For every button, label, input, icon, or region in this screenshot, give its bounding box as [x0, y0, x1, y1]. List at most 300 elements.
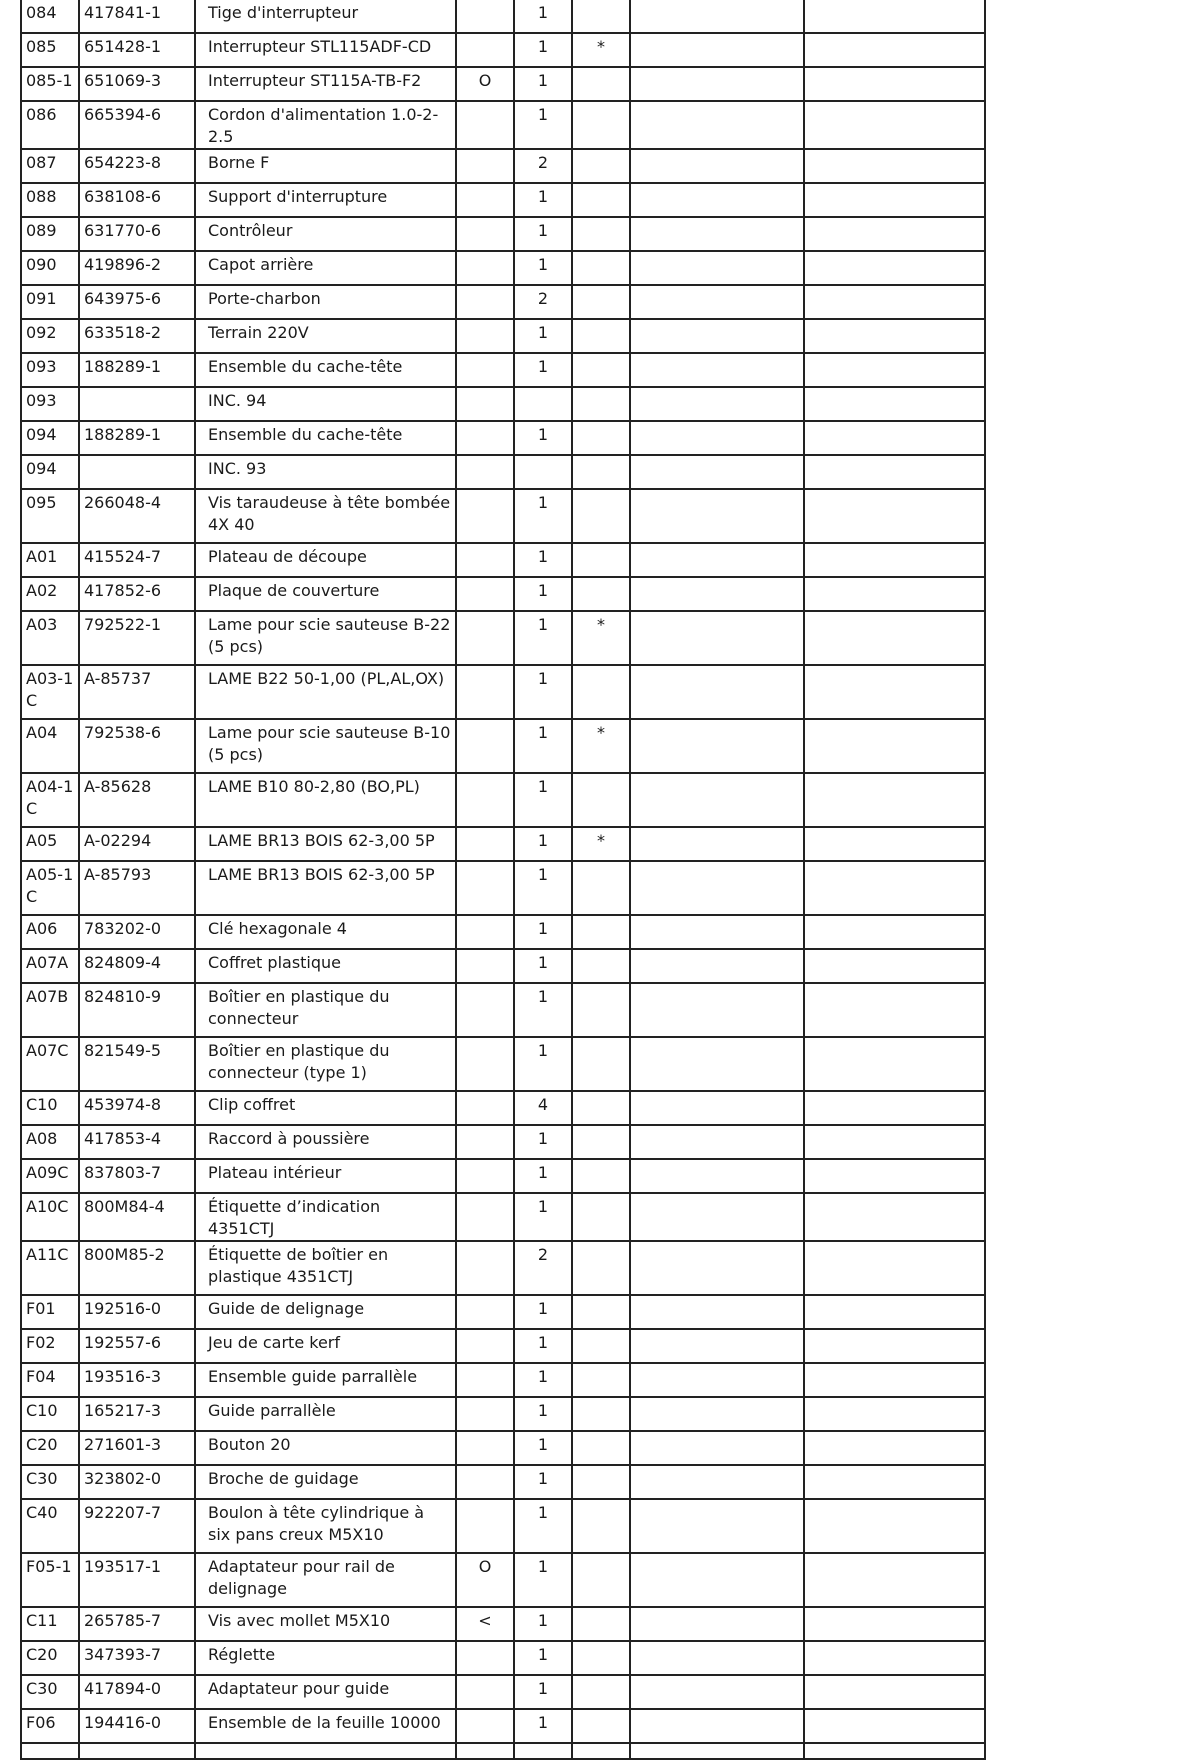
description-cell: Interrupteur ST115A-TB-F2: [195, 67, 456, 101]
quantity-cell: 4: [514, 1091, 572, 1125]
quantity-cell: 1: [514, 489, 572, 543]
item-number-cell: 087: [21, 149, 79, 183]
table-row: [21, 915, 985, 949]
table-row: [21, 251, 985, 285]
part-number-cell: 193517-1: [79, 1553, 195, 1607]
item-number-cell: A01: [21, 543, 79, 577]
table-row: [21, 1465, 985, 1499]
empty-cell: [804, 577, 985, 611]
note-cell: [572, 1641, 630, 1675]
table-row: [21, 1397, 985, 1431]
empty-cell: [630, 665, 804, 719]
part-number-cell: 419896-2: [79, 251, 195, 285]
part-number-cell: 271601-3: [79, 1431, 195, 1465]
empty-cell: [630, 33, 804, 67]
table-row: [21, 949, 985, 983]
item-number-cell: F06: [21, 1709, 79, 1743]
description-cell: Guide parrallèle: [195, 1397, 456, 1431]
item-number-cell: C40: [21, 1499, 79, 1553]
part-number-cell: 347393-7: [79, 1641, 195, 1675]
empty-cell: [804, 1397, 985, 1431]
empty-cell: [630, 1193, 804, 1241]
description-cell: Adaptateur pour rail de delignage: [195, 1553, 456, 1607]
part-number-cell: 453974-8: [79, 1091, 195, 1125]
item-number-cell: 084: [21, 0, 79, 33]
description-cell: Coffret plastique: [195, 949, 456, 983]
description-cell: Lame pour scie sauteuse B-10 (5 pcs): [195, 719, 456, 773]
quantity-cell: [514, 455, 572, 489]
empty-cell: [630, 1607, 804, 1641]
quantity-cell: 1: [514, 1329, 572, 1363]
table-row: [21, 387, 985, 421]
note-cell: [572, 1295, 630, 1329]
table-row: [21, 577, 985, 611]
part-number-cell: 266048-4: [79, 489, 195, 543]
note-cell: [572, 489, 630, 543]
quantity-cell: 1: [514, 1607, 572, 1641]
flag-cell: [456, 1431, 514, 1465]
quantity-cell: 1: [514, 1037, 572, 1091]
note-cell: [572, 455, 630, 489]
note-cell: [572, 1675, 630, 1709]
note-cell: [572, 1241, 630, 1295]
empty-cell: [804, 1241, 985, 1295]
part-number-cell: 165217-3: [79, 1397, 195, 1431]
part-number-cell: 417853-4: [79, 1125, 195, 1159]
quantity-cell: 1: [514, 353, 572, 387]
flag-cell: [456, 1091, 514, 1125]
flag-cell: [456, 1709, 514, 1743]
note-cell: [572, 543, 630, 577]
description-cell: Boîtier en plastique du connecteur (type 1): [195, 1037, 456, 1091]
part-number-cell: 188289-1: [79, 353, 195, 387]
empty-cell: [804, 1037, 985, 1091]
quantity-cell: 1: [514, 101, 572, 149]
part-number-cell: [79, 455, 195, 489]
part-number-cell: 792538-6: [79, 719, 195, 773]
note-cell: [572, 983, 630, 1037]
description-cell: Jeu de carte kerf: [195, 1329, 456, 1363]
item-number-cell: F02: [21, 1329, 79, 1363]
table-row: [21, 1125, 985, 1159]
item-number-cell: C10: [21, 1397, 79, 1431]
part-number-cell: 792522-1: [79, 611, 195, 665]
item-number-cell: A04-1C: [21, 773, 79, 827]
flag-cell: [456, 1159, 514, 1193]
item-number-cell: A11C: [21, 1241, 79, 1295]
note-cell: [572, 421, 630, 455]
item-number-cell: A03: [21, 611, 79, 665]
empty-cell: [804, 773, 985, 827]
note-cell: [572, 1431, 630, 1465]
description-cell: Contrôleur: [195, 217, 456, 251]
note-cell: [572, 1125, 630, 1159]
part-number-cell: 633518-2: [79, 319, 195, 353]
item-number-cell: A06: [21, 915, 79, 949]
flag-cell: [456, 1295, 514, 1329]
part-number-cell: 417841-1: [79, 0, 195, 33]
description-cell: Cordon d'alimentation 1.0-2-2.5: [195, 101, 456, 149]
empty-cell: [804, 1675, 985, 1709]
part-number-cell: A-85737: [79, 665, 195, 719]
item-number-cell: A04: [21, 719, 79, 773]
flag-cell: [456, 1241, 514, 1295]
quantity-cell: 2: [514, 285, 572, 319]
quantity-cell: 1: [514, 1709, 572, 1743]
empty-cell: [514, 1743, 572, 1759]
description-cell: Étiquette d’indication 4351CTJ: [195, 1193, 456, 1241]
description-cell: Ensemble du cache-tête: [195, 353, 456, 387]
empty-cell: [804, 149, 985, 183]
item-number-cell: F01: [21, 1295, 79, 1329]
empty-cell: [804, 285, 985, 319]
part-number-cell: 415524-7: [79, 543, 195, 577]
description-cell: LAME B10 80-2,80 (BO,PL): [195, 773, 456, 827]
empty-cell: [804, 67, 985, 101]
note-cell: [572, 1329, 630, 1363]
item-number-cell: A07C: [21, 1037, 79, 1091]
note-cell: [572, 949, 630, 983]
note-cell: [572, 1709, 630, 1743]
empty-cell: [630, 861, 804, 915]
empty-cell: [630, 543, 804, 577]
empty-cell: [804, 1363, 985, 1397]
description-cell: INC. 94: [195, 387, 456, 421]
part-number-cell: 643975-6: [79, 285, 195, 319]
quantity-cell: 1: [514, 217, 572, 251]
table-row: [21, 67, 985, 101]
quantity-cell: 1: [514, 827, 572, 861]
flag-cell: [456, 101, 514, 149]
note-cell: [572, 1091, 630, 1125]
note-cell: [572, 577, 630, 611]
item-number-cell: 093: [21, 387, 79, 421]
description-cell: Bouton 20: [195, 1431, 456, 1465]
table-row: [21, 183, 985, 217]
flag-cell: [456, 251, 514, 285]
table-row: [21, 285, 985, 319]
empty-cell: [630, 1641, 804, 1675]
item-number-cell: 091: [21, 285, 79, 319]
item-number-cell: A05-1C: [21, 861, 79, 915]
empty-cell: [804, 983, 985, 1037]
item-number-cell: F04: [21, 1363, 79, 1397]
quantity-cell: 1: [514, 1675, 572, 1709]
flag-cell: [456, 183, 514, 217]
part-number-cell: 651428-1: [79, 33, 195, 67]
part-number-cell: A-85793: [79, 861, 195, 915]
part-number-cell: 651069-3: [79, 67, 195, 101]
empty-cell: [804, 1465, 985, 1499]
flag-cell: [456, 285, 514, 319]
note-cell: [572, 319, 630, 353]
empty-cell: [630, 1091, 804, 1125]
item-number-cell: 095: [21, 489, 79, 543]
empty-cell: [804, 387, 985, 421]
table-row: [21, 1675, 985, 1709]
table-row: [21, 1159, 985, 1193]
empty-cell: [630, 251, 804, 285]
description-cell: Ensemble guide parrallèle: [195, 1363, 456, 1397]
flag-cell: [456, 0, 514, 33]
description-cell: Interrupteur STL115ADF-CD: [195, 33, 456, 67]
item-number-cell: 085-1: [21, 67, 79, 101]
note-cell: *: [572, 611, 630, 665]
note-cell: [572, 0, 630, 33]
part-number-cell: 824810-9: [79, 983, 195, 1037]
item-number-cell: A07A: [21, 949, 79, 983]
quantity-cell: 1: [514, 773, 572, 827]
flag-cell: <: [456, 1607, 514, 1641]
quantity-cell: 1: [514, 67, 572, 101]
item-number-cell: C20: [21, 1431, 79, 1465]
empty-cell: [630, 773, 804, 827]
flag-cell: [456, 773, 514, 827]
table-row: [21, 217, 985, 251]
empty-cell: [804, 0, 985, 33]
empty-cell: [630, 719, 804, 773]
part-number-cell: 638108-6: [79, 183, 195, 217]
quantity-cell: 1: [514, 1431, 572, 1465]
note-cell: [572, 387, 630, 421]
item-number-cell: 086: [21, 101, 79, 149]
empty-cell: [804, 719, 985, 773]
part-number-cell: 837803-7: [79, 1159, 195, 1193]
item-number-cell: A05: [21, 827, 79, 861]
quantity-cell: 1: [514, 577, 572, 611]
table-row: [21, 319, 985, 353]
empty-cell: [804, 33, 985, 67]
empty-cell: [630, 915, 804, 949]
table-row: [21, 455, 985, 489]
flag-cell: [456, 1675, 514, 1709]
table-row: [21, 1241, 985, 1295]
empty-cell: [630, 1499, 804, 1553]
empty-cell: [630, 1329, 804, 1363]
flag-cell: [456, 1499, 514, 1553]
empty-cell: [630, 1241, 804, 1295]
part-number-cell: 417852-6: [79, 577, 195, 611]
empty-cell: [804, 949, 985, 983]
note-cell: [572, 665, 630, 719]
flag-cell: O: [456, 1553, 514, 1607]
flag-cell: [456, 421, 514, 455]
empty-cell: [804, 1125, 985, 1159]
table-row: [21, 827, 985, 861]
item-number-cell: 088: [21, 183, 79, 217]
parts-table-body: [21, 0, 985, 1759]
empty-cell: [630, 1037, 804, 1091]
flag-cell: [456, 319, 514, 353]
item-number-cell: F05-1: [21, 1553, 79, 1607]
empty-cell: [630, 285, 804, 319]
item-number-cell: A10C: [21, 1193, 79, 1241]
part-number-cell: 922207-7: [79, 1499, 195, 1553]
item-number-cell: 093: [21, 353, 79, 387]
table-row: [21, 421, 985, 455]
table-row: [21, 101, 985, 149]
empty-cell: [804, 665, 985, 719]
description-cell: Porte-charbon: [195, 285, 456, 319]
item-number-cell: A09C: [21, 1159, 79, 1193]
quantity-cell: 1: [514, 1553, 572, 1607]
flag-cell: [456, 1193, 514, 1241]
quantity-cell: 1: [514, 0, 572, 33]
table-row: [21, 353, 985, 387]
empty-cell: [630, 421, 804, 455]
description-cell: Vis taraudeuse à tête bombée 4X 40: [195, 489, 456, 543]
empty-cell: [804, 251, 985, 285]
description-cell: Plateau intérieur: [195, 1159, 456, 1193]
description-cell: LAME B22 50-1,00 (PL,AL,OX): [195, 665, 456, 719]
item-number-cell: 092: [21, 319, 79, 353]
description-cell: Support d'interrupture: [195, 183, 456, 217]
note-cell: [572, 1159, 630, 1193]
flag-cell: [456, 665, 514, 719]
empty-cell: [804, 611, 985, 665]
flag-cell: [456, 983, 514, 1037]
quantity-cell: 1: [514, 421, 572, 455]
empty-cell: [630, 1363, 804, 1397]
table-row: [21, 1037, 985, 1091]
note-cell: [572, 67, 630, 101]
description-cell: Plateau de découpe: [195, 543, 456, 577]
flag-cell: [456, 1125, 514, 1159]
quantity-cell: 1: [514, 949, 572, 983]
description-cell: Capot arrière: [195, 251, 456, 285]
table-row: [21, 611, 985, 665]
description-cell: Tige d'interrupteur: [195, 0, 456, 33]
empty-cell: [630, 67, 804, 101]
quantity-cell: 1: [514, 1397, 572, 1431]
empty-cell: [630, 1397, 804, 1431]
flag-cell: [456, 949, 514, 983]
item-number-cell: 090: [21, 251, 79, 285]
empty-cell: [630, 1743, 804, 1759]
empty-cell: [630, 183, 804, 217]
flag-cell: [456, 387, 514, 421]
part-number-cell: 417894-0: [79, 1675, 195, 1709]
flag-cell: [456, 611, 514, 665]
empty-cell: [804, 217, 985, 251]
quantity-cell: 1: [514, 1641, 572, 1675]
flag-cell: [456, 577, 514, 611]
note-cell: [572, 251, 630, 285]
empty-cell: [804, 915, 985, 949]
table-row: [21, 1295, 985, 1329]
item-number-cell: 094: [21, 455, 79, 489]
table-row: [21, 33, 985, 67]
note-cell: [572, 773, 630, 827]
item-number-cell: A08: [21, 1125, 79, 1159]
flag-cell: [456, 33, 514, 67]
part-number-cell: [79, 387, 195, 421]
note-cell: [572, 101, 630, 149]
note-cell: [572, 1607, 630, 1641]
flag-cell: [456, 1641, 514, 1675]
empty-cell: [630, 827, 804, 861]
quantity-cell: 2: [514, 1241, 572, 1295]
part-number-cell: 188289-1: [79, 421, 195, 455]
empty-cell: [630, 0, 804, 33]
empty-cell: [804, 1193, 985, 1241]
description-cell: Vis avec mollet M5X10: [195, 1607, 456, 1641]
table-row: [21, 861, 985, 915]
table-row: [21, 1709, 985, 1743]
empty-cell: [630, 983, 804, 1037]
quantity-cell: 1: [514, 33, 572, 67]
empty-cell: [79, 1743, 195, 1759]
empty-cell: [804, 1641, 985, 1675]
table-row: [21, 0, 985, 33]
description-cell: Clip coffret: [195, 1091, 456, 1125]
empty-cell: [195, 1743, 456, 1759]
parts-table: [20, 0, 986, 1760]
note-cell: [572, 1553, 630, 1607]
part-number-cell: A-02294: [79, 827, 195, 861]
empty-cell: [804, 1607, 985, 1641]
description-cell: Plaque de couverture: [195, 577, 456, 611]
empty-cell: [804, 421, 985, 455]
table-row: [21, 1641, 985, 1675]
description-cell: Ensemble du cache-tête: [195, 421, 456, 455]
flag-cell: [456, 149, 514, 183]
empty-cell: [630, 455, 804, 489]
item-number-cell: 089: [21, 217, 79, 251]
empty-cell: [630, 149, 804, 183]
item-number-cell: A03-1C: [21, 665, 79, 719]
part-number-cell: 800M85-2: [79, 1241, 195, 1295]
flag-cell: O: [456, 67, 514, 101]
empty-cell: [630, 1709, 804, 1743]
description-cell: Boîtier en plastique du connecteur: [195, 983, 456, 1037]
quantity-cell: 1: [514, 983, 572, 1037]
flag-cell: [456, 915, 514, 949]
part-number-cell: 323802-0: [79, 1465, 195, 1499]
table-row: [21, 1193, 985, 1241]
part-number-cell: 665394-6: [79, 101, 195, 149]
empty-cell: [804, 489, 985, 543]
table-row: [21, 1553, 985, 1607]
part-number-cell: 821549-5: [79, 1037, 195, 1091]
part-number-cell: 783202-0: [79, 915, 195, 949]
quantity-cell: 1: [514, 251, 572, 285]
empty-cell: [630, 319, 804, 353]
empty-cell: [804, 1091, 985, 1125]
empty-cell: [630, 1675, 804, 1709]
quantity-cell: 1: [514, 183, 572, 217]
table-row: [21, 489, 985, 543]
note-cell: *: [572, 827, 630, 861]
note-cell: *: [572, 33, 630, 67]
description-cell: Terrain 220V: [195, 319, 456, 353]
quantity-cell: 1: [514, 915, 572, 949]
empty-cell: [804, 1499, 985, 1553]
part-number-cell: 192516-0: [79, 1295, 195, 1329]
note-cell: [572, 1397, 630, 1431]
flag-cell: [456, 353, 514, 387]
item-number-cell: A02: [21, 577, 79, 611]
description-cell: LAME BR13 BOIS 62-3,00 5P: [195, 861, 456, 915]
empty-cell: [804, 183, 985, 217]
note-cell: [572, 353, 630, 387]
table-row: [21, 665, 985, 719]
note-cell: [572, 1037, 630, 1091]
empty-cell: [804, 353, 985, 387]
item-number-cell: C20: [21, 1641, 79, 1675]
description-cell: Clé hexagonale 4: [195, 915, 456, 949]
description-cell: LAME BR13 BOIS 62-3,00 5P: [195, 827, 456, 861]
